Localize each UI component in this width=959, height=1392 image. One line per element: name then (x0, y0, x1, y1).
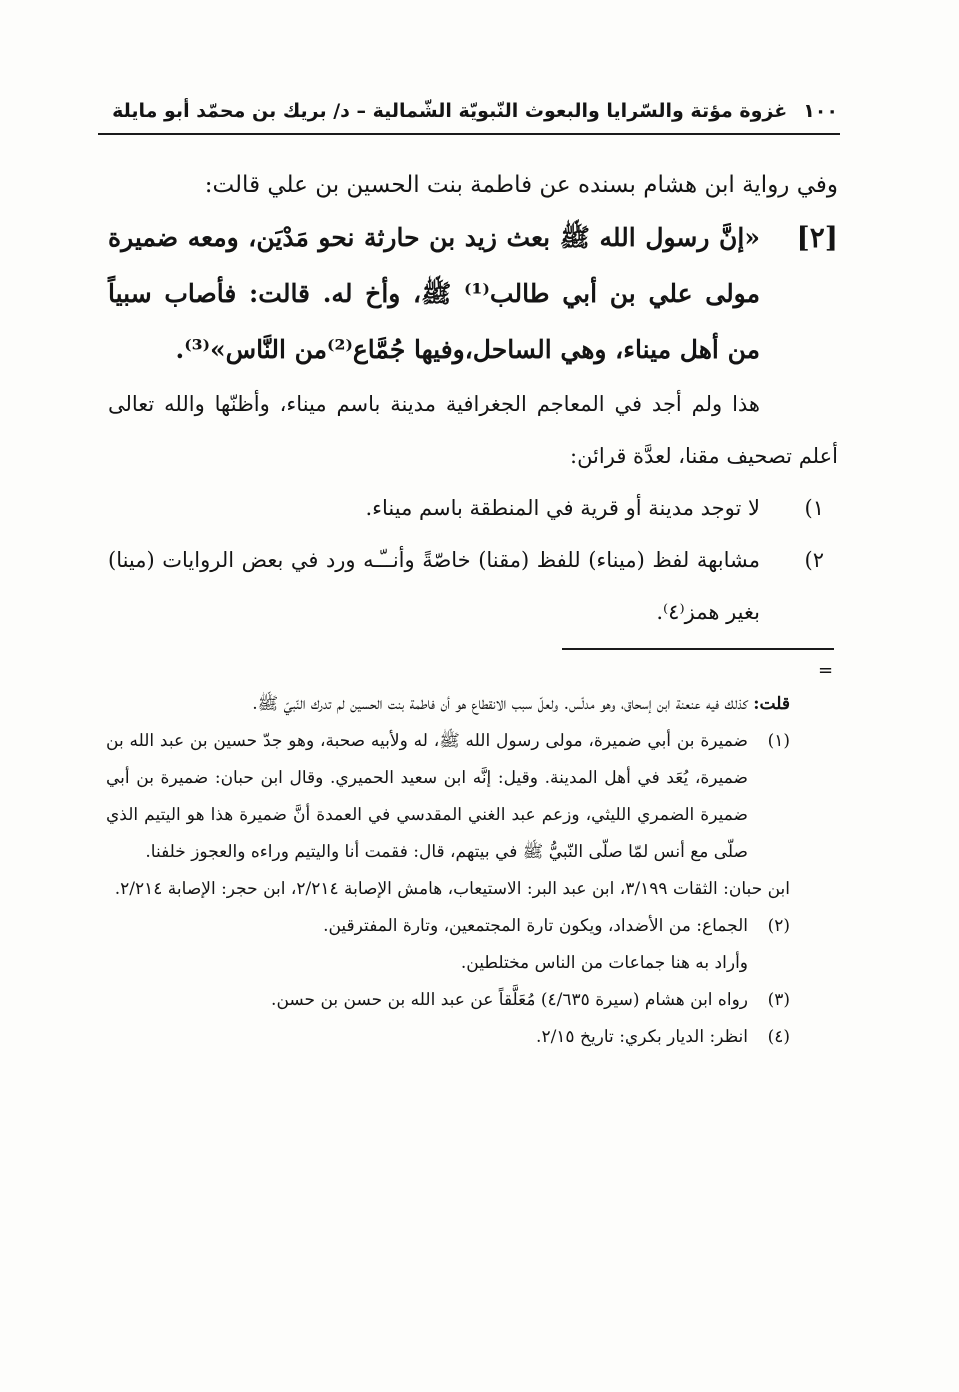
list-item (108, 482, 838, 534)
intro-line: وفي رواية ابن هشام بسنده عن فاطمة بنت الحسين بن علي قالت: (204, 172, 838, 198)
footnote-text: ضميرة بن أبي ضميرة، مولى رسول الله ﷺ، له ولأبيه صحبة، وهو جدّ حسين بن عبد الله بن ضميرة، يُعَد في أهل المدينة. وقيل: إنَّه ابن سعيد الحميري. وقال ابن حبان: ضميرة بن أبي ضميرة الضمري الليثي، وزعم عبد الغني المقدسي في العمدة أنَّ ضميرة هذا هو اليتيم الذي صلّى مع أنس لمّا صلّى النّبيُّ ﷺ في بيتهم، قال: فقمت أنا واليتيم وراءه والعجوز خلفنا. (106, 731, 748, 862)
footnote-number: (٣) (767, 990, 790, 1010)
list-item-text: لا توجد مدينة أو قرية في المنطقة باسم ميناء. (365, 496, 760, 520)
footnote-text: انظر: الديار بكري: تاريخ ٢/١٥. (536, 1027, 748, 1047)
hadith-number: [٢] (796, 221, 838, 254)
list-item (108, 534, 838, 638)
header-rule (98, 133, 840, 135)
clues-list (108, 482, 838, 638)
footnote-text: الجماع: من الأضداد، ويكون تارة المجتمعين، وتارة المفترقين. (323, 916, 748, 936)
footnote-number: (١) (767, 731, 790, 751)
footnote-text: وأراد به هنا جماعات من الناس مختلطين. (460, 953, 748, 973)
qult-text: كذلك فيه عنعنة ابن إسحاق، وهو مدلّس. ولعلّ سبب الانقطاع هو أن فاطمة بنت الحسين لم تدرك النّبيّ ﷺ. (252, 694, 748, 714)
main-text (108, 160, 838, 638)
footnote-text: رواه ابن هشام (سيرة ٤/٦٣٥) مُعَلَّقاً عن عبد الله بن حسن بن حسن. (271, 990, 748, 1010)
footnote-4 (106, 1019, 790, 1056)
running-title: غزوة مؤتة والسّرايا والبعوث النّبويّة الشّمالية – د/ بريك بن محمّد أبو مايلة (112, 100, 788, 122)
commentary-paragraph: هذا ولم أجد في المعاجم الجغرافية مدينة باسم ميناء، وأظنّها والله تعالى أعلم تصحيف مقنا، لعدَّة قرائن: (108, 392, 838, 468)
footnote-number: (٤) (767, 1027, 790, 1047)
footnote-continuation-mark: = (818, 660, 834, 681)
footnote-1 (106, 723, 790, 871)
list-item-number: ٢) (804, 548, 824, 572)
hadith-block (108, 210, 838, 378)
running-header (100, 94, 838, 128)
list-item-text: مشابهة لفظ (ميناء) للفظ (مقنا) خاصّةً وأنــّـه ورد في بعض الروايات (مينا) بغير همز⁽٤⁾. (108, 548, 760, 624)
hadith-text: «إنَّ رسول الله ﷺ بعث زيد بن حارثة نحو مَدْيَن، ومعه ضميرة مولى علي بن أبي طالب⁽¹⁾ ﷺ، وأخ له. قالت: فأصاب سبياً من أهل ميناء، وهي الساحل،وفيها جُمَّاع⁽²⁾من النَّاس»⁽³⁾. (108, 223, 760, 364)
qult-label: قلت: (753, 694, 790, 714)
footnote-2 (106, 908, 790, 982)
footnote-1-sources: ابن حبان: الثقات ٣/١٩٩، ابن عبد البر: الاستيعاب، هامش الإصابة ٢/٢١٤، ابن حجر: الإصابة ٢/٢١٤. (114, 879, 790, 899)
list-item-number: ١) (804, 496, 824, 520)
qult-note (106, 686, 790, 723)
page-number: ١٠٠ (803, 100, 838, 122)
footnote-rule (562, 648, 834, 650)
footnote-3 (106, 982, 790, 1019)
footnote-number: (٢) (767, 916, 790, 936)
footnotes (106, 686, 790, 1056)
